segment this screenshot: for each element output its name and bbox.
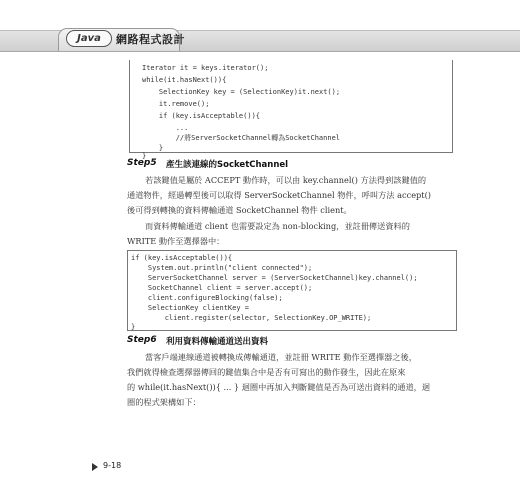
step6-label: Step6	[127, 335, 157, 345]
code-line: }	[142, 152, 147, 160]
code-block-iterator	[129, 60, 453, 160]
step5-label: Step5	[127, 158, 157, 168]
java-badge: Java	[66, 30, 112, 47]
step5-paragraph1-line: 通道物件，經過轉型後可以取得 ServerSocketChannel 物件，呼叫方法 accept()	[127, 190, 431, 200]
step5-paragraph1-line: 若該鍵值是屬於 ACCEPT 動作時，可以由 key.channel() 方法得到該鍵值的	[145, 175, 427, 185]
code-line: }	[131, 323, 136, 331]
code-line: Iterator it = keys.iterator();	[142, 64, 269, 72]
code-line: //將ServerSocketChannel轉為SocketChannel	[142, 134, 341, 142]
code-line: client.configureBlocking(false);	[131, 294, 283, 302]
step5-paragraph2-line: 而資料傳輸通道 client 也需要設定為 non-blocking，並註冊傳送資料的	[145, 221, 410, 231]
code-block-accept	[127, 250, 457, 331]
code-line: ServerSocketChannel server = (ServerSocketChannel)key.channel();	[131, 274, 418, 282]
code-line: if (key.isAcceptable()){	[131, 254, 233, 262]
code-line: SelectionKey clientKey =	[131, 304, 250, 312]
step6-paragraph-line: 當客戶端連線通道被轉換成傳輸通道，並註冊 WRITE 動作至選擇器之後，	[145, 352, 417, 362]
step5-title: 產生該連線的SocketChannel	[166, 160, 289, 170]
step5-paragraph1-line: 後可得到轉換的資料傳輸通道 SocketChannel 物件 client。	[127, 205, 352, 215]
code-line: }	[142, 144, 164, 152]
code-line: SelectionKey key = (SelectionKey)it.next();	[142, 88, 341, 96]
step6-title: 利用資料傳輸通道送出資料	[166, 337, 269, 347]
step6-paragraph-line: 圈的程式架構如下：	[127, 397, 201, 407]
code-line: System.out.println("client connected");	[131, 264, 313, 272]
code-line: SocketChannel client = server.accept();	[131, 284, 313, 292]
step6-paragraph-line: 我們就得檢查選擇器傳回的鍵值集合中是否有可寫出的動作發生，因此在原來	[127, 367, 406, 377]
code-line: ...	[142, 124, 189, 132]
code-line: client.register(selector, SelectionKey.OP_WRITE);	[131, 314, 372, 322]
step5-paragraph2-line: WRITE 動作至選擇器中：	[127, 236, 225, 246]
page-arrow-icon	[92, 463, 98, 471]
code-line: if (key.isAcceptable()){	[142, 112, 261, 120]
step6-paragraph-line: 的 while(it.hasNext()){ ... } 迴圈中再加入判斷鍵值是否為可送出資料的通道，迴	[127, 382, 431, 392]
page-number: 9-18	[103, 461, 122, 470]
code-line: it.remove();	[142, 100, 210, 108]
code-line: while(it.hasNext()){	[142, 76, 227, 84]
chapter-title: 網路程式設計	[116, 33, 185, 46]
